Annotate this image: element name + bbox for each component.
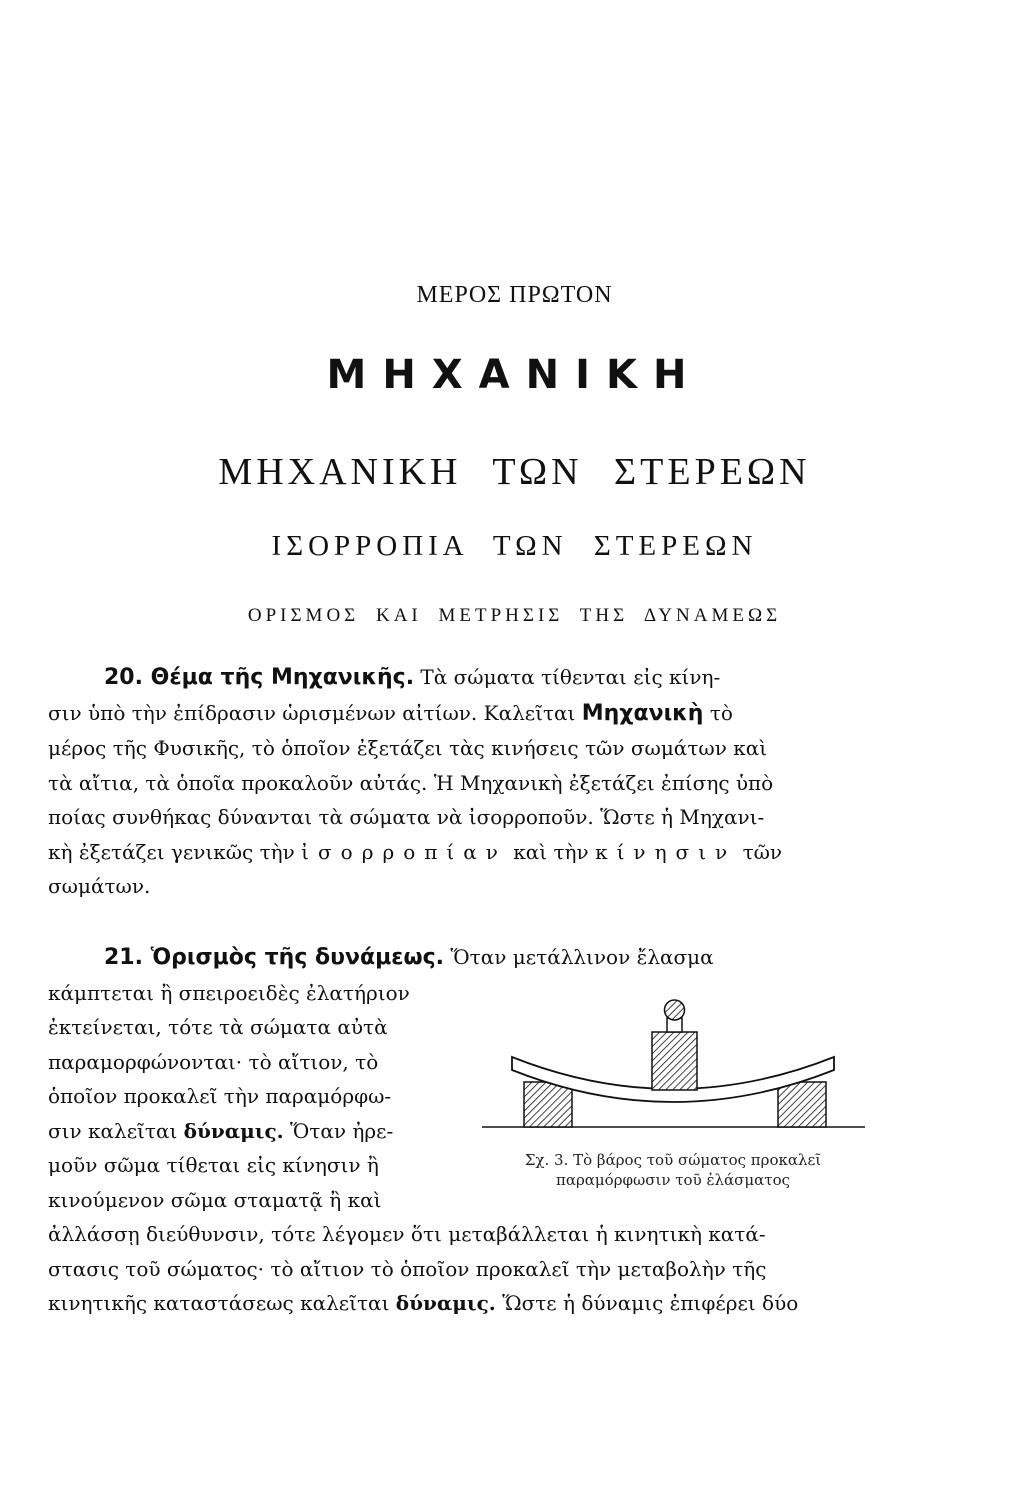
text-line: τῶν [742, 839, 783, 864]
bold-term: δύναμις. [183, 1118, 284, 1143]
text-line: μέρος τῆς Φυσικῆς, τὸ ὁποῖον ἐξετάζει τὰς κινήσεις τῶν σωμάτων καὶ [48, 736, 768, 760]
text-line: στασις τοῦ σώματος· τὸ αἴτιον τὸ ὁποῖον προκαλεῖ τὴν μεταβολὴν τῆς [48, 1256, 767, 1281]
weight-block [652, 1032, 697, 1090]
text-line: Ὅταν μετάλλινον ἔλασμα [450, 945, 714, 969]
text-line: ποίας συνθήκας δύνανται τὰ σώματα νὰ ἰσορροποῦν. Ὥστε ἡ Μηχανι- [48, 805, 765, 829]
text-line: μοῦν σῶμα τίθεται εἰς κίνησιν ἢ [48, 1153, 379, 1177]
text-line: ἀλλάσσῃ διεύθυνσιν, τότε λέγομεν ὅτι μεταβάλλεται ἡ κινητικὴ κατά- [48, 1222, 766, 1246]
text-line: παραμορφώνονται· τὸ αἴτιον, τὸ [48, 1049, 379, 1074]
text-line: κινητικῆς καταστάσεως καλεῖται [48, 1291, 390, 1315]
part-heading: ΜΕΡΟΣ ΠΡΩΤΟΝ [416, 282, 613, 308]
main-title: ΜΗΧΑΝΙΚΗ [326, 352, 703, 398]
subsection-heading: ΟΡΙΣΜΟΣ ΚΑΙ ΜΕΤΡΗΣΙΣ ΤΗΣ ΔΥΝΑΜΕΩΣ [247, 605, 782, 626]
paragraph-20 [48, 660, 876, 904]
paragraph-20-heading: 20. Θέμα τῆς Μηχανικῆς. [104, 665, 415, 690]
text-line: σιν καλεῖται [48, 1118, 178, 1143]
text-line: Ὥστε ἡ δύναμις ἐπιφέρει δύο [502, 1291, 799, 1315]
text-line: καὶ τὴν [513, 839, 589, 864]
section-heading: ΙΣΟΡΡΟΠΙΑ ΤΩΝ ΣΤΕΡΕΩΝ [271, 530, 758, 562]
spaced-term: κίνησιν [595, 839, 737, 864]
left-support [524, 1082, 572, 1127]
text-line: τὸ [709, 700, 733, 725]
text-line: κὴ ἐξετάζει γενικῶς τὴν [48, 839, 295, 864]
text-line: κάμπτεται ἢ σπειροειδὲς ἐλατήριον [48, 980, 410, 1005]
weight-knob [665, 1000, 685, 1020]
bold-term: δύναμις. [395, 1291, 496, 1315]
spaced-term: ἰσορροπίαν [301, 839, 507, 864]
text-line: Ὅταν ἠρε- [289, 1118, 394, 1143]
bold-term: Μηχανικὴ [581, 700, 704, 726]
text-line: ἐκτείνεται, τότε τὰ σώματα αὐτὰ [48, 1015, 388, 1039]
text-line: Τὰ σώματα τίθενται εἰς κίνη- [420, 665, 721, 689]
chapter-heading: ΜΗΧΑΝΙΚΗ ΤΩΝ ΣΤΕΡΕΩΝ [218, 451, 811, 493]
right-support [778, 1082, 826, 1127]
text-line: σωμάτων. [48, 874, 151, 898]
text-line: κινούμενον σῶμα σταματᾷ ἢ καὶ [48, 1187, 382, 1212]
paragraph-21-heading: 21. Ὁρισμὸς τῆς δυνάμεως. [104, 945, 445, 970]
text-line: σιν ὑπὸ τὴν ἐπίδρασιν ὡρισμένων αἰτίων. Καλεῖται [48, 700, 576, 725]
text-line: τὰ αἴτια, τὰ ὁποῖα προκαλοῦν αὐτάς. Ἡ Μηχανικὴ ἐξετάζει ἐπίσης ὑπὸ [48, 770, 774, 795]
figure-caption: Σχ. 3. Τὸ βάρος τοῦ σώματος προκαλεῖ παραμόρφωσιν τοῦ ἐλάσματος [524, 1151, 822, 1189]
text-line: ὁποῖον προκαλεῖ τὴν παραμόρφω- [48, 1084, 392, 1108]
